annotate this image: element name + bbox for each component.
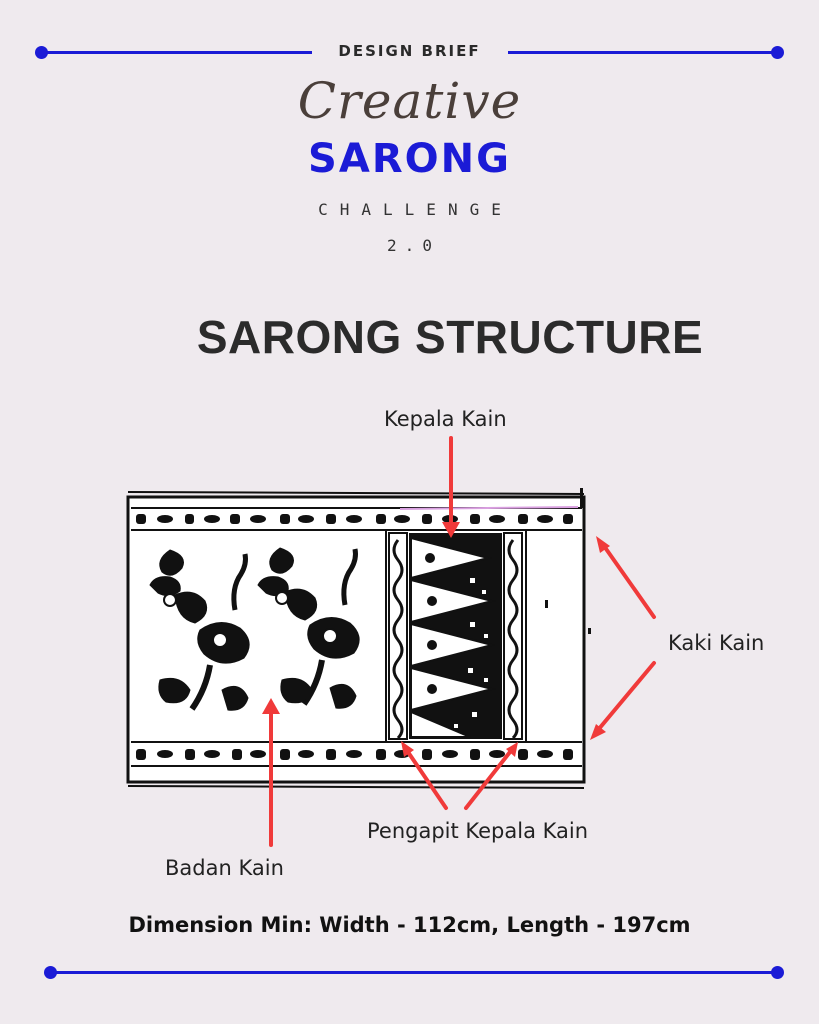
label-kaki-kain: Kaki Kain bbox=[668, 631, 765, 655]
arrow-kaki-kain-upper bbox=[604, 546, 654, 617]
creative-script-title: Creative bbox=[297, 72, 522, 130]
label-pengapit-kepala-kain: Pengapit Kepala Kain bbox=[367, 819, 589, 843]
sarong-title: SARONG bbox=[308, 136, 511, 182]
label-badan-kain: Badan Kain bbox=[165, 856, 284, 880]
kepala-kain-tumpal bbox=[409, 533, 502, 739]
pengapit-right-border bbox=[504, 533, 522, 739]
arrow-kaki-kain-lower bbox=[598, 663, 654, 730]
design-brief-kicker: DESIGN BRIEF bbox=[338, 42, 481, 60]
label-kepala-kain: Kepala Kain bbox=[384, 407, 507, 431]
challenge-subtitle: CHALLENGE bbox=[318, 200, 513, 219]
version-label: 2.0 bbox=[387, 236, 440, 255]
section-heading: SARONG STRUCTURE bbox=[196, 311, 704, 363]
dimension-text: Dimension Min: Width - 112cm, Length - 197cm bbox=[128, 913, 691, 937]
pengapit-left-border bbox=[389, 533, 407, 739]
